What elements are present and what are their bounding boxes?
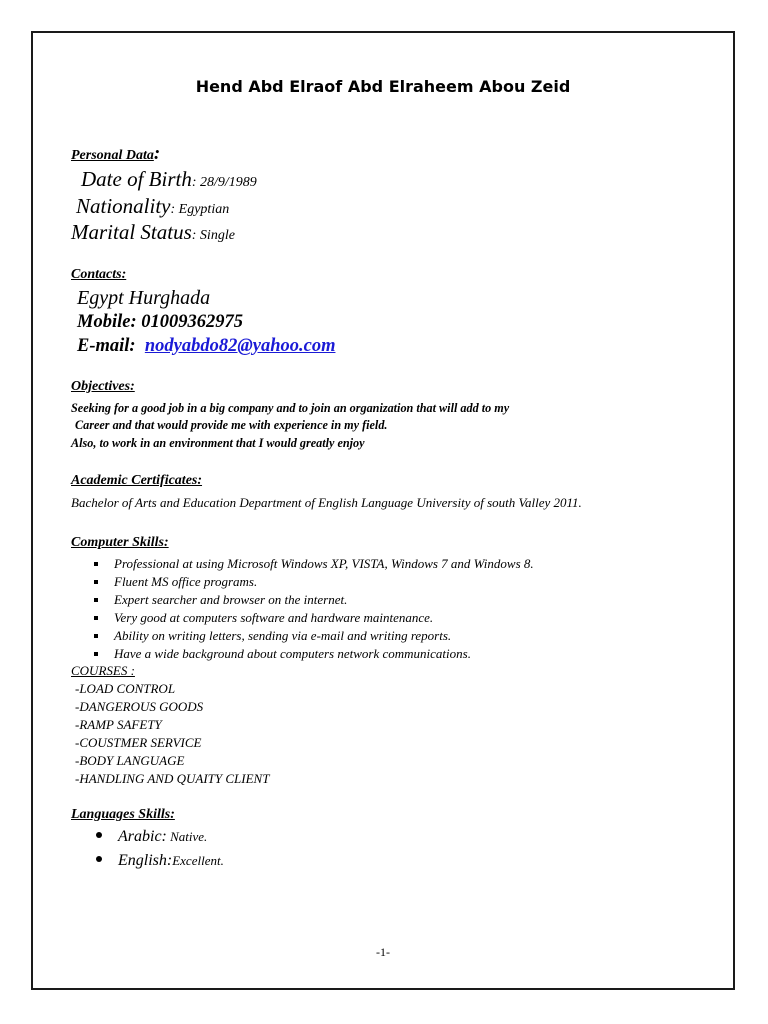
courses-heading: COURSES : (71, 663, 135, 678)
round-bullet-icon (96, 856, 102, 862)
language-name: English: (118, 852, 173, 869)
language-item (96, 828, 207, 846)
square-bullet-icon (94, 616, 98, 620)
personal-data-heading-text: Personal Data (71, 148, 154, 163)
contacts-heading: Contacts: (71, 267, 127, 282)
square-bullet-icon (94, 598, 98, 602)
languages-heading: Languages Skills: (71, 807, 175, 822)
computer-skill-text: Very good at computers software and hardware maintenance. (114, 610, 434, 625)
academic-text: Bachelor of Arts and Education Department of English Language University of south Valley 2011. (71, 495, 582, 510)
computer-skill-text: Have a wide background about computers network communications. (114, 646, 471, 661)
address-text: Egypt Hurghada (77, 287, 211, 309)
language-name: Arabic: (118, 828, 167, 845)
computer-skill-item (94, 628, 451, 644)
computer-skill-item (94, 556, 534, 572)
square-bullet-icon (94, 580, 98, 584)
computer-skill-item (94, 592, 347, 608)
round-bullet-icon (96, 832, 102, 838)
computer-skill-item (94, 574, 257, 590)
page-number: -1- (376, 945, 390, 959)
candidate-name: Hend Abd Elraof Abd Elraheem Abou Zeid (195, 77, 571, 96)
computer-skill-text: Ability on writing letters, sending via e-mail and writing reports. (114, 628, 452, 643)
square-bullet-icon (94, 652, 98, 656)
marital-status-value: : Single (191, 228, 235, 243)
language-level: Excellent. (172, 853, 224, 868)
course-item: -HANDLING AND QUAITY CLIENT (75, 771, 270, 786)
academic-heading: Academic Certificates: (71, 473, 203, 488)
date-of-birth-row (81, 167, 257, 192)
computer-skill-text: Expert searcher and browser on the internet. (114, 592, 348, 607)
course-item: -LOAD CONTROL (75, 681, 176, 696)
personal-data-heading-colon: : (153, 143, 161, 164)
nationality-label: Nationality (76, 194, 171, 218)
objectives-line: Career and that would provide me with experience in my field. (75, 418, 388, 432)
personal-data-heading (71, 143, 160, 165)
marital-status-row (71, 220, 235, 245)
course-item: -COUSTMER SERVICE (75, 735, 202, 750)
computer-skill-item (94, 646, 471, 662)
email-link[interactable]: nodyabdo82@yahoo.com (144, 336, 336, 356)
date-of-birth-value: : 28/9/1989 (191, 175, 257, 190)
language-item (96, 852, 224, 870)
date-of-birth-label: Date of Birth (81, 167, 192, 191)
nationality-row (76, 194, 229, 219)
objectives-heading: Objectives: (71, 379, 135, 394)
computer-skill-text: Fluent MS office programs. (114, 574, 258, 589)
email-label: E-mail: (77, 336, 136, 356)
email-row (77, 336, 335, 357)
marital-status-label: Marital Status (71, 220, 192, 244)
nationality-value: : Egyptian (170, 202, 230, 217)
language-level: Native. (166, 829, 208, 844)
course-item: -RAMP SAFETY (75, 717, 162, 732)
computer-skills-heading: Computer Skills: (71, 535, 169, 550)
computer-skill-item (94, 610, 433, 626)
document-page (31, 31, 735, 990)
computer-skill-text: Professional at using Microsoft Windows XP, VISTA, Windows 7 and Windows 8. (114, 556, 534, 571)
course-item: -BODY LANGUAGE (75, 753, 185, 768)
objectives-line: Also, to work in an environment that I would greatly enjoy (71, 436, 365, 450)
square-bullet-icon (94, 634, 98, 638)
square-bullet-icon (94, 562, 98, 566)
course-item: -DANGEROUS GOODS (75, 699, 204, 714)
mobile-text: Mobile: 01009362975 (77, 312, 243, 332)
objectives-line: Seeking for a good job in a big company and to join an organization that will add to my (71, 401, 510, 415)
